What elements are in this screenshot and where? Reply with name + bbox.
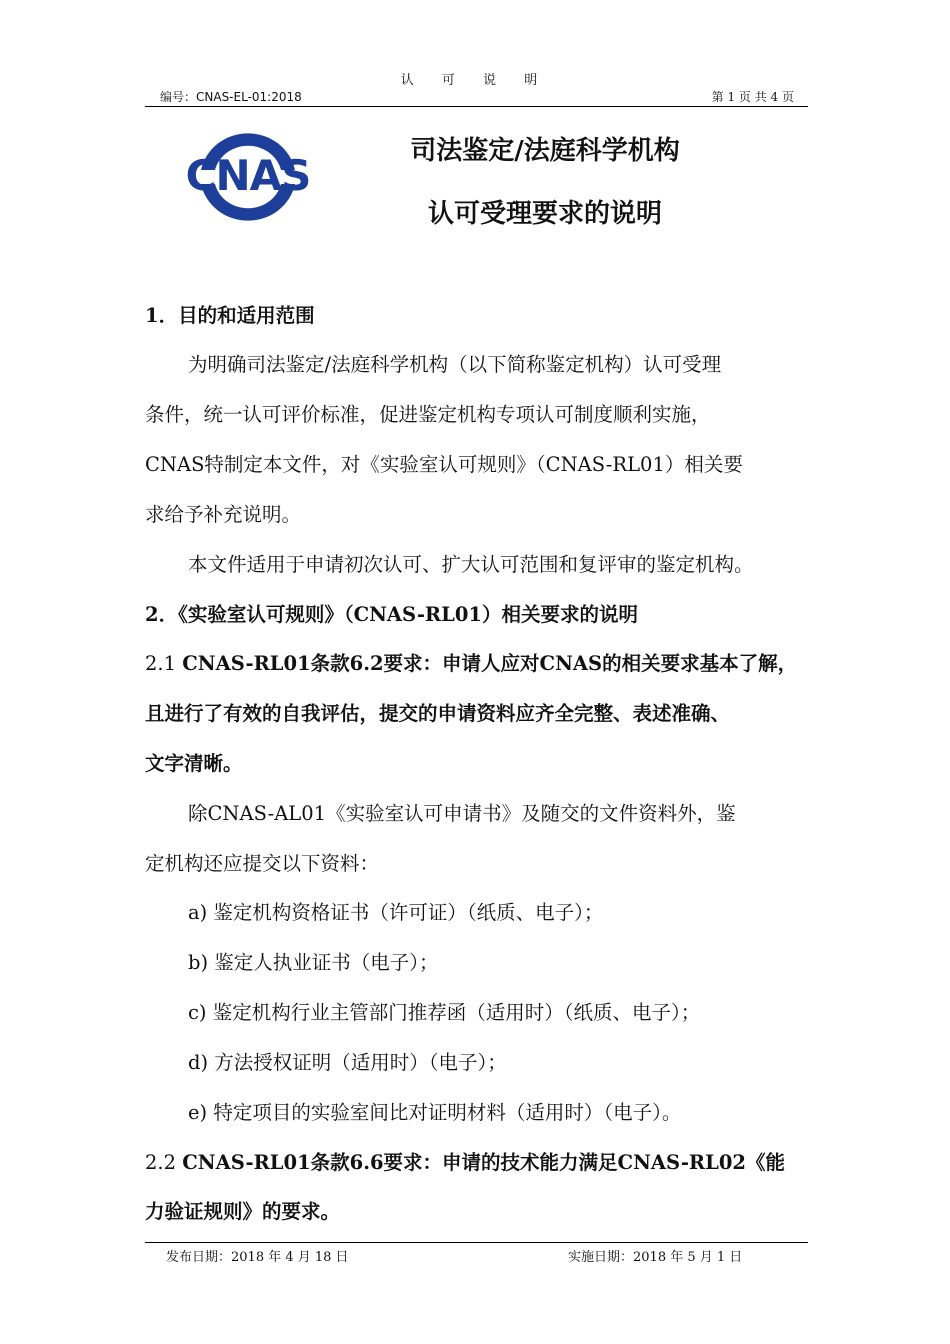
section-1-heading: 1．目的和适用范围: [145, 304, 315, 327]
list-item-c: c) 鉴定机构行业主管部门推荐函（适用时）（纸质、电子）；: [188, 1001, 701, 1024]
footer-divider: [145, 1242, 808, 1243]
s21-requirement-line1: CNAS-RL01条款6.2要求：申请人应对CNAS的相关要求基本了解，: [182, 652, 798, 675]
s22-line1: [145, 1150, 785, 1176]
s1-para1-line2: 条件，统一认可评价标准，促进鉴定机构专项认可制度顺利实施，: [145, 403, 711, 426]
s1-para1-line1: 为明确司法鉴定/法庭科学机构（以下简称鉴定机构）认可受理: [188, 353, 722, 376]
header-divider: [145, 106, 808, 107]
s22-requirement-line1: CNAS-RL01条款6.6要求：申请的技术能力满足CNAS-RL02《能: [182, 1151, 785, 1174]
title-line-2: 认可受理要求的说明: [427, 199, 662, 229]
page-indicator: 第 1 页 共 4 页: [711, 90, 794, 104]
list-item-e: e) 特定项目的实验室间比对证明材料（适用时）（电子）。: [188, 1101, 682, 1124]
list-item-d: d) 方法授权证明（适用时）（电子）；: [188, 1051, 507, 1074]
document-code: 编号：CNAS-EL-01:2018: [160, 90, 302, 104]
list-item-b: b) 鉴定人执业证书（电子）；: [188, 951, 439, 974]
s21-requirement-line2: 且进行了有效的自我评估，提交的申请资料应齐全完整、表述准确、: [145, 702, 731, 725]
title-line-1: 司法鉴定/法庭科学机构: [410, 136, 680, 166]
section-2-heading: 2．《实验室认可规则》（CNAS-RL01）相关要求的说明: [145, 603, 638, 626]
cnas-logo: [183, 128, 313, 226]
document-type-header: 认 可 说 明: [400, 73, 550, 88]
s1-para2: 本文件适用于申请初次认可、扩大认可范围和复评审的鉴定机构。: [188, 553, 754, 576]
s22-number: 2.2: [145, 1151, 183, 1174]
effective-date: 实施日期：2018 年 5 月 1 日: [568, 1250, 743, 1265]
s21-para-line1: 除CNAS-AL01《实验室认可申请书》及随交的文件资料外，鉴: [188, 802, 736, 825]
issue-date: 发布日期：2018 年 4 月 18 日: [166, 1250, 349, 1265]
s1-para1-line3: CNAS特制定本文件，对《实验室认可规则》（CNAS-RL01）相关要: [145, 453, 743, 476]
s22-requirement-line2: 力验证规则》的要求。: [145, 1200, 341, 1223]
s21-para-line2: 定机构还应提交以下资料：: [145, 852, 380, 875]
s21-line1: [145, 651, 797, 677]
logo-text: CNAS: [185, 151, 311, 200]
s1-para1-line4: 求给予补充说明。: [145, 503, 302, 526]
s21-requirement-line3: 文字清晰。: [145, 752, 243, 775]
s21-number: 2.1: [145, 652, 183, 675]
list-item-a: a) 鉴定机构资格证书（许可证）（纸质、电子）；: [188, 901, 604, 924]
